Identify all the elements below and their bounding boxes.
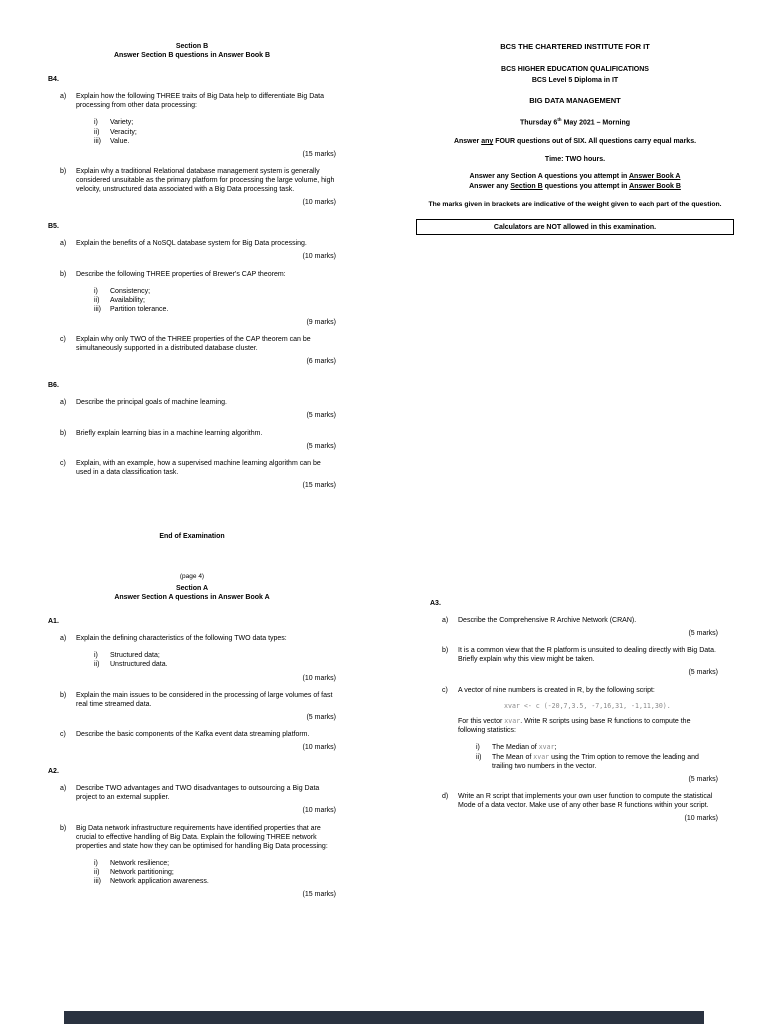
part-text: Describe the Comprehensive R Archive Network (CRAN). <box>458 617 637 625</box>
part-label: c) <box>60 459 66 467</box>
question-part <box>60 398 336 420</box>
part-row <box>60 824 336 851</box>
part-row <box>60 730 336 739</box>
marks-label: (5 marks) <box>688 775 718 783</box>
date-post: May 2021 – Morning <box>561 119 631 127</box>
question-part <box>60 335 336 366</box>
part-label: c) <box>60 335 66 343</box>
part-label: a) <box>60 93 67 101</box>
part-text: It is a common view that the R platform is unsuited to dealing directly with Big Data. Briefly explain why this view might be taken. <box>458 647 716 664</box>
page-number: (page 4) <box>179 573 205 581</box>
sub-item-label: i) <box>476 744 480 752</box>
text-segment: using the Trim option to remove the leading and trailing two numbers in the vector. <box>492 753 699 770</box>
part-row <box>60 634 336 643</box>
answer-book-b-line <box>430 182 720 191</box>
document-page-title <box>430 42 720 235</box>
section-a-subtitle: Answer Section A questions in Answer Book A <box>114 594 270 602</box>
text-segment: For this vector <box>458 718 505 726</box>
document-page-question-a3 <box>430 584 718 823</box>
sub-item <box>94 859 336 868</box>
question-part <box>60 429 336 451</box>
inline-code: xvar <box>538 743 555 752</box>
sub-item-text <box>492 753 718 771</box>
question-a3-container <box>430 599 718 823</box>
sub-item <box>94 868 336 877</box>
part-row <box>60 459 336 477</box>
part-row <box>60 92 336 110</box>
question-part <box>60 92 336 159</box>
part-text-continued <box>458 717 718 735</box>
time-allowed-line: Time: TWO hours. <box>544 156 606 164</box>
book-b-pre: Answer any <box>469 183 511 191</box>
book-b-name: Answer Book B <box>629 183 681 191</box>
part-row <box>60 335 336 353</box>
sub-items <box>94 651 336 669</box>
part-label: c) <box>60 730 66 738</box>
sub-item <box>94 651 336 660</box>
instruction-pre: Answer <box>453 138 482 146</box>
marks-label: (10 marks) <box>302 253 336 261</box>
text-segment: The Mean of <box>492 753 534 761</box>
marks-label: (10 marks) <box>684 814 718 822</box>
sub-item <box>94 305 336 314</box>
part-text: Big Data network infrastructure requirements have identified properties that are crucial to effective handling of Big Data. Explain the following THREE network properties and state how they can be optimised for handling Big Data processing: <box>76 824 328 850</box>
question-part <box>60 167 336 207</box>
part-row <box>60 429 336 438</box>
part-row <box>60 691 336 709</box>
sub-items <box>94 287 336 314</box>
marks-label: (10 marks) <box>302 807 336 815</box>
sub-item <box>94 128 336 137</box>
inline-code: xvar <box>504 717 521 726</box>
sub-items <box>94 859 336 886</box>
part-text: Explain the benefits of a NoSQL database system for Big Data processing. <box>76 240 307 248</box>
question-number: A1. <box>48 618 59 626</box>
question-part <box>442 686 718 784</box>
book-a-name: Answer Book A <box>628 173 681 181</box>
sub-item-text: Network application awareness. <box>110 877 209 885</box>
part-text: Explain, with an example, how a supervised machine learning algorithm can be used in a data classification task. <box>76 459 321 476</box>
question-block <box>48 222 336 366</box>
part-text: Explain the defining characteristics of the following TWO data types: <box>76 635 287 643</box>
sub-item-label: i) <box>94 287 98 295</box>
r-script-code: xvar <- c (-20,7,3.5, -7,16,31, -1,11,30). <box>504 701 671 710</box>
sub-item-label: iii) <box>94 137 101 145</box>
question-block <box>48 767 336 899</box>
sub-item-text: Variety; <box>110 119 134 127</box>
instruction-post: FOUR questions out of SIX. All questions carry equal marks. <box>493 138 697 146</box>
sub-item-text: Unstructured data. <box>110 661 168 669</box>
part-label: b) <box>60 824 67 832</box>
question-number: A3. <box>430 600 441 607</box>
institute-title: BCS THE CHARTERED INSTITUTE FOR IT <box>500 42 650 51</box>
sub-item-text: Availability; <box>110 296 145 304</box>
sub-items <box>476 743 718 770</box>
question-block <box>48 617 336 752</box>
question-number: A2. <box>48 768 59 776</box>
marks-label: (5 marks) <box>306 713 336 721</box>
part-label: b) <box>60 270 67 278</box>
date-ordinal: th <box>557 116 562 122</box>
exam-subject-title: BIG DATA MANAGEMENT <box>529 95 621 105</box>
part-row <box>442 686 718 695</box>
text-segment: . Write R scripts using base R functions to compute the following statistics: <box>458 718 691 735</box>
sub-item-label: i) <box>94 652 98 660</box>
part-row <box>442 646 718 664</box>
part-label: a) <box>60 785 67 793</box>
question-block <box>48 75 336 207</box>
part-label: b) <box>60 167 67 175</box>
instruction-any: any <box>481 138 494 146</box>
question-part <box>60 270 336 327</box>
question-number: B6. <box>48 382 59 390</box>
question-part <box>60 691 336 722</box>
part-text: Describe the following THREE properties of Brewer's CAP theorem: <box>76 270 286 278</box>
section-a-questions <box>48 617 336 899</box>
qualifications-title: BCS HIGHER EDUCATION QUALIFICATIONS <box>501 65 649 73</box>
sub-item-label: ii) <box>94 868 100 876</box>
part-row <box>60 784 336 802</box>
marks-label: (10 marks) <box>302 674 336 682</box>
part-label: b) <box>60 429 67 437</box>
calculator-notice-box: Calculators are NOT allowed in this examination. <box>416 219 734 235</box>
marks-label: (5 marks) <box>306 412 336 420</box>
part-text: Describe TWO advantages and TWO disadvantages to outsourcing a Big Data project to an external supplier. <box>76 785 320 802</box>
question-number: B4. <box>48 76 59 84</box>
sub-item-label: ii) <box>94 661 100 669</box>
marks-label: (15 marks) <box>302 891 336 899</box>
marks-label: (6 marks) <box>306 358 336 366</box>
answer-instruction-line <box>430 137 720 146</box>
sub-item-text: Partition tolerance. <box>110 305 169 313</box>
part-label: b) <box>442 647 449 655</box>
section-b-questions <box>48 75 336 490</box>
sub-item-text <box>492 743 718 752</box>
question-part <box>60 459 336 490</box>
sub-item-label: ii) <box>476 753 482 761</box>
sub-item-text: Veracity; <box>110 128 137 136</box>
sub-items <box>94 118 336 145</box>
part-label: c) <box>442 686 448 694</box>
marks-label: (10 marks) <box>302 744 336 752</box>
document-page-section-b <box>48 42 336 582</box>
marks-label: (5 marks) <box>688 669 718 677</box>
question-part <box>60 634 336 682</box>
question-part <box>60 730 336 752</box>
section-b-subtitle: Answer Section B questions in Answer Book B <box>113 52 271 60</box>
sub-item-text: Structured data; <box>110 652 160 660</box>
part-row <box>442 616 718 625</box>
sub-item-label: ii) <box>94 128 100 136</box>
part-row <box>60 270 336 279</box>
part-row <box>60 167 336 194</box>
book-b-mid: questions you attempt in <box>542 183 630 191</box>
part-row <box>442 792 718 810</box>
part-text: Describe the principal goals of machine learning. <box>76 399 227 407</box>
question-part <box>442 646 718 677</box>
question-block <box>430 599 718 823</box>
part-text: Explain the main issues to be considered in the processing of large volumes of fast real time streamed data. <box>76 691 333 708</box>
part-label: b) <box>60 691 67 699</box>
marks-label: (9 marks) <box>306 318 336 326</box>
part-text: Write an R script that implements your own user function to compute the statistical Mode of a data vector. Make use of any other base R functions within your script. <box>458 792 713 809</box>
sub-item <box>94 660 336 669</box>
sub-item-label: iii) <box>94 305 101 313</box>
part-label: a) <box>60 635 67 643</box>
sub-item-text: Network resilience; <box>110 859 170 867</box>
marks-label: (10 marks) <box>302 199 336 207</box>
part-text: Briefly explain learning bias in a machine learning algorithm. <box>76 429 263 437</box>
inline-code: xvar <box>533 752 550 761</box>
part-text: A vector of nine numbers is created in R, by the following script: <box>458 686 655 694</box>
question-part <box>60 824 336 900</box>
marks-label: (15 marks) <box>302 150 336 158</box>
part-row <box>60 398 336 407</box>
question-part <box>60 239 336 261</box>
date-pre: Thursday 6 <box>519 119 558 127</box>
section-b-title: Section B <box>175 43 209 50</box>
question-part <box>442 616 718 638</box>
end-of-examination-label: End of Examination <box>159 533 225 540</box>
part-text: Explain why only TWO of the THREE properties of the CAP theorem can be simultaneously supported in a distributed database cluster. <box>76 335 311 353</box>
marks-label: (5 marks) <box>688 630 718 638</box>
sub-item-text: Consistency; <box>110 287 151 295</box>
sub-item <box>94 137 336 146</box>
part-row <box>60 239 336 248</box>
sub-item-text: Value. <box>110 137 130 145</box>
part-text: Explain how the following THREE traits of Big Data help to differentiate Big Data processing from other data processing: <box>76 93 324 110</box>
sub-item <box>94 287 336 296</box>
part-text: Explain why a traditional Relational database management system is generally considered unsuitable as the primary platform for processing the large volume, high velocity, unstructured data associated with a Big Data processing task. <box>76 167 335 194</box>
question-part <box>60 784 336 815</box>
part-label: a) <box>60 399 67 407</box>
part-label: a) <box>442 617 449 625</box>
part-text: Describe the basic components of the Kafka event data streaming platform. <box>76 730 310 738</box>
question-block <box>48 381 336 490</box>
sub-item-label: i) <box>94 859 98 867</box>
sub-item-label: ii) <box>94 296 100 304</box>
part-label: a) <box>60 240 67 248</box>
question-part <box>442 792 718 823</box>
viewer-bottom-bar <box>64 1011 704 1024</box>
sub-item <box>476 753 718 771</box>
text-segment: ; <box>554 744 557 752</box>
sub-item <box>94 118 336 127</box>
text-segment: The Median of <box>492 744 539 752</box>
answer-book-a-line <box>430 172 720 181</box>
section-b-name: Section B <box>510 183 543 191</box>
exam-date-line <box>430 117 720 127</box>
sub-item-label: i) <box>94 119 98 127</box>
section-a-title: Section A <box>175 585 209 592</box>
marks-label: (5 marks) <box>306 442 336 450</box>
document-page-section-a <box>48 584 336 899</box>
question-number: B5. <box>48 223 59 231</box>
sub-item <box>94 877 336 886</box>
sub-item <box>476 743 718 752</box>
book-a-pre: Answer any Section A questions you attempt in <box>469 173 629 181</box>
diploma-title: BCS Level 5 Diploma in IT <box>531 76 619 84</box>
sub-item-label: iii) <box>94 877 101 885</box>
marks-label: (15 marks) <box>302 481 336 489</box>
part-label: d) <box>442 792 449 800</box>
sub-item <box>94 296 336 305</box>
marks-weight-note: The marks given in brackets are indicative of the weight given to each part of the question. <box>428 201 722 209</box>
sub-item-text: Network partitioning; <box>110 868 174 876</box>
